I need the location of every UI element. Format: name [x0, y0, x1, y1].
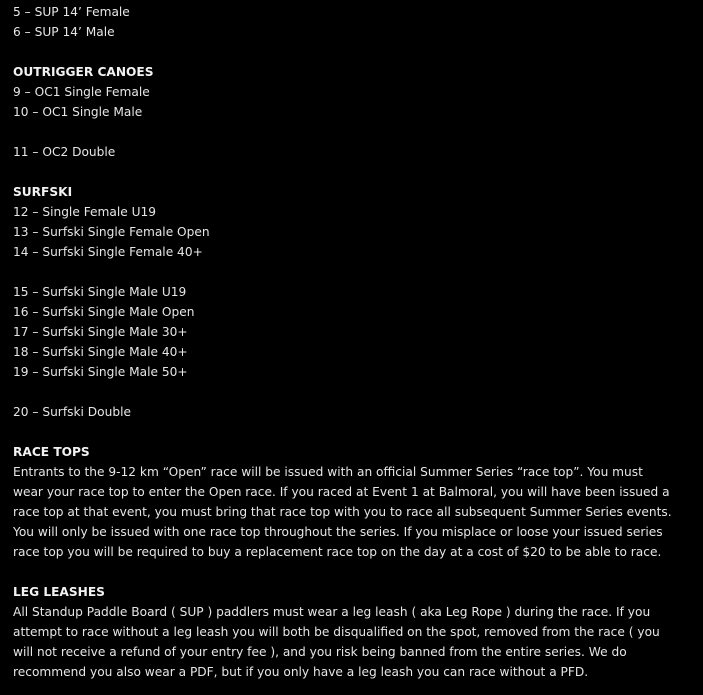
- list-item: 16 – Surfski Single Male Open: [13, 305, 195, 319]
- list-item: 5 – SUP 14’ Female: [13, 5, 130, 19]
- spacer: [13, 382, 696, 402]
- paragraph-line: will not receive a refund of your entry fee ), and you risk being banned from the entire series. We do: [13, 645, 627, 659]
- paragraph-line: recommend you also wear a PDF, but if you only have a leg leash you can race without a PFD.: [13, 665, 589, 679]
- list-item: 12 – Single Female U19: [13, 205, 157, 219]
- list-item: 10 – OC1 Single Male: [13, 105, 143, 119]
- list-item: 15 – Surfski Single Male U19: [13, 285, 187, 299]
- paragraph-line: All Standup Paddle Board ( SUP ) paddlers must wear a leg leash ( aka Leg Rope ) during the race. If you: [13, 605, 651, 619]
- spacer: [13, 162, 696, 182]
- spacer: [13, 42, 696, 62]
- list-item: 6 – SUP 14’ Male: [13, 25, 115, 39]
- spacer: [13, 562, 696, 582]
- section-heading-leg-leashes: LEG LEASHES: [13, 585, 105, 599]
- list-item: 14 – Surfski Single Female 40+: [13, 245, 203, 259]
- paragraph-line: wear your race top to enter the Open race. If you raced at Event 1 at Balmoral, you will have been issued a: [13, 485, 670, 499]
- paragraph-line: attempt to race without a leg leash you will both be disqualified on the spot, removed from the race ( you: [13, 625, 660, 639]
- list-item: 20 – Surfski Double: [13, 405, 131, 419]
- list-item: 17 – Surfski Single Male 30+: [13, 325, 188, 339]
- article-content: [13, 2, 696, 682]
- list-item: 9 – OC1 Single Female: [13, 85, 150, 99]
- paragraph-line: You will only be issued with one race top throughout the series. If you misplace or loose your issued series: [13, 525, 663, 539]
- section-heading-race-tops: RACE TOPS: [13, 445, 90, 459]
- spacer: [13, 422, 696, 442]
- list-item: 13 – Surfski Single Female Open: [13, 225, 210, 239]
- list-item: 18 – Surfski Single Male 40+: [13, 345, 188, 359]
- list-item: 19 – Surfski Single Male 50+: [13, 365, 188, 379]
- spacer: [13, 262, 696, 282]
- section-heading-outrigger-canoes: OUTRIGGER CANOES: [13, 65, 154, 79]
- section-heading-surfski: SURFSKI: [13, 185, 73, 199]
- paragraph-line: race top you will be required to buy a replacement race top on the day at a cost of $20 to be able to race.: [13, 545, 662, 559]
- spacer: [13, 122, 696, 142]
- paragraph-line: race top at that event, you must bring that race top with you to race all subsequent Summer Series events.: [13, 505, 672, 519]
- paragraph-line: Entrants to the 9-12 km “Open” race will be issued with an official Summer Series “race top”. You must: [13, 465, 643, 479]
- list-item: 11 – OC2 Double: [13, 145, 116, 159]
